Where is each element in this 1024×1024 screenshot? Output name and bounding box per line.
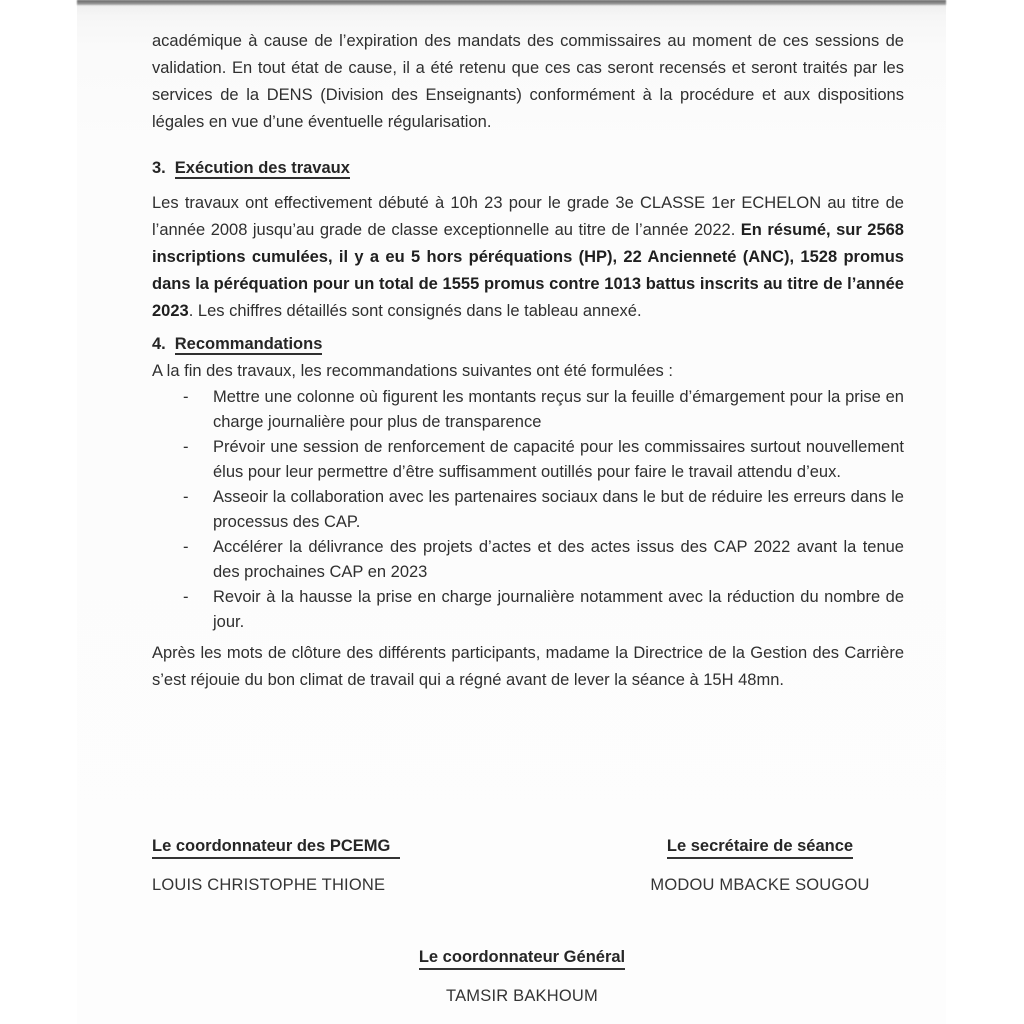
list-item-text: Revoir à la hausse la prise en charge journalière notamment avec la réduction du nombre de jour.: [213, 588, 904, 631]
section-3-text-end: . Les chiffres détaillés sont consignés dans le tableau annexé.: [188, 302, 642, 320]
section-3-text-bold: En résumé, sur 2568 inscriptions cumulées, il y a eu 5 hors péréquations (HP), 22 Ancienneté (ANC), 1528 promus dans la péréquation pour un total de 1555 promus contre 1013 battus inscrits au titre de l’année 2023: [152, 221, 904, 320]
page-top-edge-shadow: [77, 0, 946, 5]
section-4-title: Recommandations: [174, 335, 323, 353]
signature-block-coordonnateur-pcemg: [152, 836, 400, 895]
page-content: [152, 28, 904, 694]
section-3-text-start: Les travaux ont effectivement débuté à 10h 23 pour le grade 3e CLASSE 1er ECHELON au titre de l’année 2008 jusqu’au grade de classe exceptionnelle au titre de l’année 2022.: [152, 194, 904, 239]
section-4-heading: [152, 331, 904, 358]
dash-bullet-marker: -: [183, 488, 189, 506]
list-item: [152, 535, 904, 585]
signature-block-secretaire-seance: [648, 836, 872, 895]
signature-title: Le secrétaire de séance: [667, 836, 853, 859]
section-3-paragraph: [152, 190, 904, 325]
dash-bullet-marker: -: [183, 388, 189, 406]
list-item-text: Mettre une colonne où figurent les montants reçus sur la feuille d’émargement pour la prise en charge journalière pour plus de transparence: [213, 388, 904, 431]
signature-name: MODOU MBACKE SOUGOU: [650, 876, 870, 894]
signature-name: TAMSIR BAKHOUM: [446, 987, 598, 1005]
section-3-number: 3.: [152, 159, 166, 177]
signature-title: Le coordonnateur Général: [419, 947, 625, 970]
list-item: [152, 585, 904, 635]
dash-bullet-marker: -: [183, 588, 189, 606]
section-3-title: Exécution des travaux: [174, 159, 350, 177]
closing-paragraph: Après les mots de clôture des différents participants, madame la Directrice de la Gestion des Carrière s’est réjouie du bon climat de travail qui a régné avant de lever la séance à 15H 48mn.: [152, 644, 904, 689]
list-item-text: Accélérer la délivrance des projets d’actes et des actes issus des CAP 2022 avant la tenue des prochaines CAP en 2023: [213, 538, 904, 581]
signature-title: Le coordonnateur des PCEMG: [152, 836, 400, 859]
list-item: [152, 435, 904, 485]
list-item-text: Asseoir la collaboration avec les partenaires sociaux dans le but de réduire les erreurs dans le processus des CAP.: [213, 488, 904, 531]
recommendations-intro: A la fin des travaux, les recommandations suivantes ont été formulées :: [152, 362, 673, 380]
list-item-text: Prévoir une session de renforcement de capacité pour les commissaires surtout nouvellement élus pour leur permettre d’être suffisamment outillés pour faire le travail attendu d’eux.: [213, 438, 904, 481]
recommendations-list: [152, 385, 904, 635]
section-3-heading: [152, 155, 904, 182]
continuation-paragraph: académique à cause de l’expiration des mandats des commissaires au moment de ces sessions de validation. En tout état de cause, il a été retenu que ces cas seront recensés et seront traités par les services de la DENS (Division des Enseignants) conformément à la procédure et aux dispositions légales en vue d’une éventuelle régularisation.: [152, 32, 904, 131]
dash-bullet-marker: -: [183, 438, 189, 456]
section-4-number: 4.: [152, 335, 166, 353]
dash-bullet-marker: -: [183, 538, 189, 556]
list-item: [152, 385, 904, 435]
signature-name: LOUIS CHRISTOPHE THIONE: [152, 876, 386, 894]
signature-block-coordonnateur-general: [20, 947, 1024, 1006]
list-item: [152, 485, 904, 535]
